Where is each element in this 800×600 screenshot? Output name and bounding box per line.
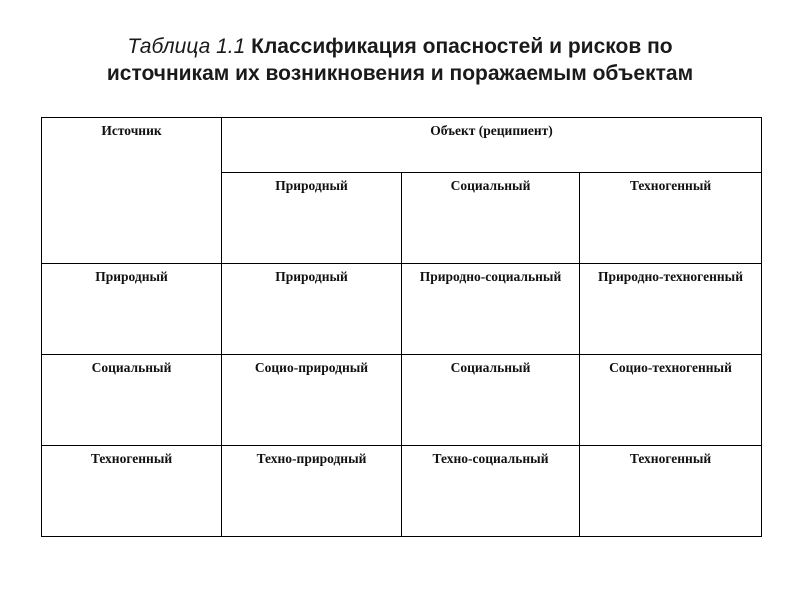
title-line-1 [0, 33, 800, 60]
table-cell: Природный [222, 264, 402, 355]
table-cell: Социо-техногенный [580, 355, 762, 446]
table-cell: Техно-природный [222, 446, 402, 537]
row-header: Техногенный [42, 446, 222, 537]
classification-table [41, 117, 762, 537]
column-header: Техногенный [580, 173, 762, 264]
table-row [42, 355, 762, 446]
row-header: Социальный [42, 355, 222, 446]
table-cell: Техногенный [580, 446, 762, 537]
title-prefix: Таблица 1.1 [127, 35, 246, 58]
column-header: Социальный [402, 173, 580, 264]
title-text-1: Классификация опасностей и рисков по [251, 35, 673, 58]
table-header-row [42, 118, 762, 173]
table-row [42, 264, 762, 355]
object-header-cell: Объект (реципиент) [222, 118, 762, 173]
table-cell: Социальный [402, 355, 580, 446]
table-cell: Техно-социальный [402, 446, 580, 537]
table-row [42, 446, 762, 537]
table-cell: Социо-природный [222, 355, 402, 446]
cell-text: Природно-техногенный [598, 269, 743, 284]
title-line-2: источникам их возникновения и поражаемым объектам [106, 62, 694, 85]
table-cell [580, 264, 762, 355]
table-cell: Природно-социальный [402, 264, 580, 355]
column-header: Природный [222, 173, 402, 264]
row-header: Природный [42, 264, 222, 355]
source-header-cell: Источник [42, 118, 222, 264]
page-title [0, 33, 800, 87]
